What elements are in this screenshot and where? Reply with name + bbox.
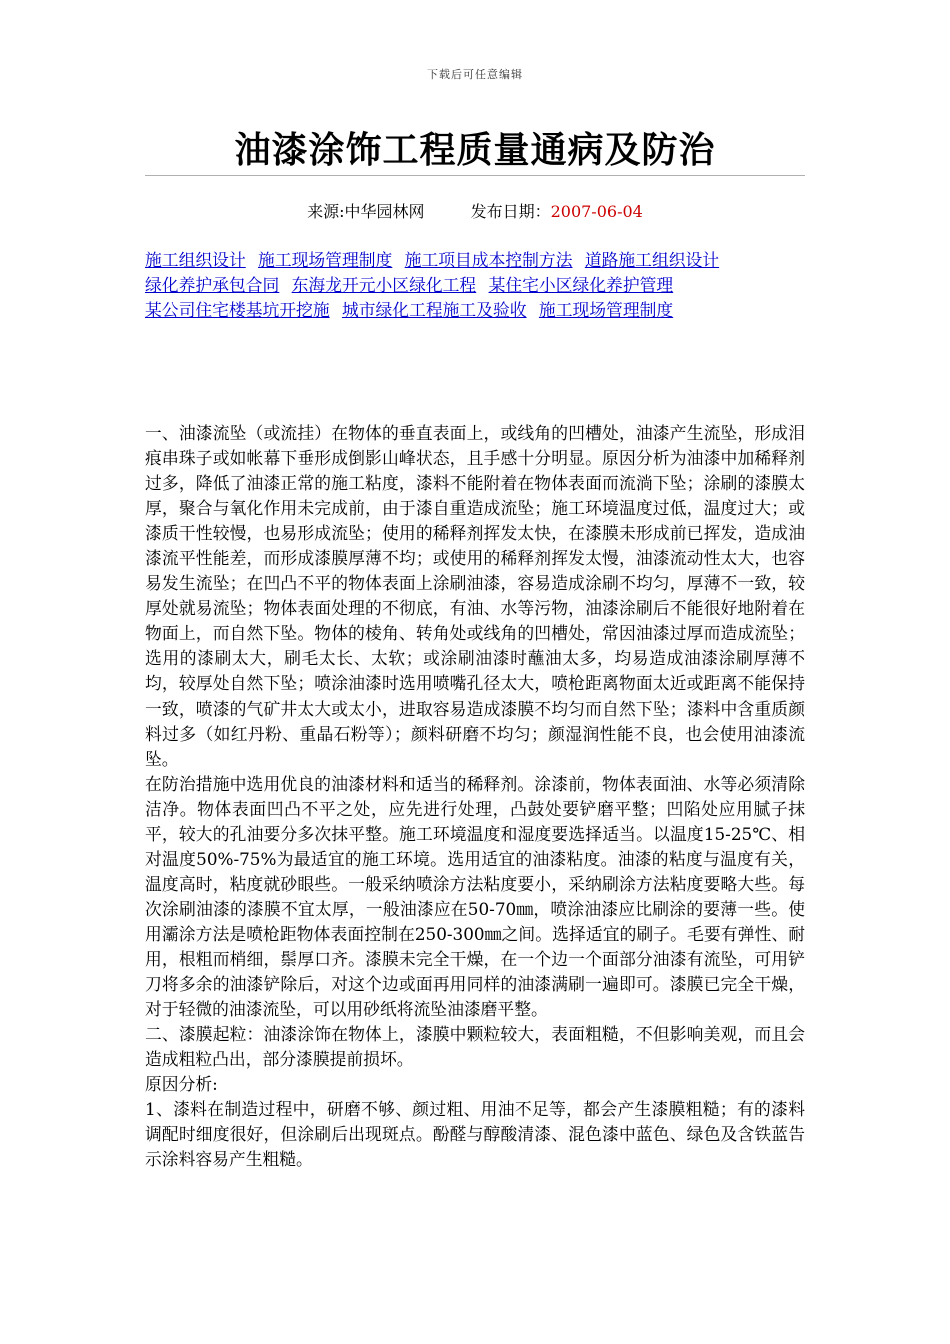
related-link[interactable]: 施工项目成本控制方法 (404, 250, 573, 270)
date-value: 2007-06-04 (550, 202, 643, 221)
related-link[interactable]: 某公司住宅楼基坑开挖施 (145, 300, 330, 320)
related-link[interactable]: 城市绿化工程施工及验收 (341, 300, 527, 320)
title-divider (145, 175, 805, 176)
body-paragraph: 在防治措施中选用优良的油漆材料和适当的稀释剂。涂漆前，物体表面油、水等必须清除洁净。物体表面凹凸不平之处，应先进行处理，凸鼓处要铲磨平整；凹陷处应用腻子抹平，较大的孔油要分多次抹平整。施工环境温度和湿度要选择适当。以温度15-25℃、相对温度50%-75%为最适宜的施工环境。选用适宜的油漆粘度。油漆的粘度与温度有关，温度高时，粘度就砂眼些。一般采纳喷涂方法粘度要小，采纳刷涂方法粘度要略大些。每次涂刷油漆的漆膜不宜太厚，一般油漆应在50-70㎜，喷涂油漆应比刷涂的要薄一些。使用灞涂方法是喷枪距物体表面控制在250-300㎜之间。选择适宜的刷子。毛要有弹性、耐用，根粗而梢细，鬃厚口齐。漆膜未完全干燥，在一个边一个面部分油漆有流坠，可用铲刀将多余的油漆铲除后，对这个边或面再用同样的油漆满刷一遍即可。漆膜已完全干燥，对于轻微的油漆流坠，可以用砂纸将流坠油漆磨平整。 (145, 773, 805, 1020)
related-link[interactable]: 施工现场管理制度 (538, 300, 674, 320)
related-link[interactable]: 绿化养护承包合同 (145, 275, 280, 295)
header-note: 下载后可任意编辑 (427, 68, 523, 81)
body-paragraph: 一、油漆流坠（或流挂）在物体的垂直表面上，或线角的凹槽处，油漆产生流坠，形成泪痕串珠子或如帐幕下垂形成倒影山峰状态，且手感十分明显。原因分析为油漆中加稀释剂过多，降低了油漆正常的施工粘度，漆料不能附着在物体表面而流淌下坠；涂刷的漆膜太厚，聚合与氧化作用未完成前，由于漆自重造成流坠；施工环境温度过低，温度过大；或漆质干性较慢，也易形成流坠；使用的稀释剂挥发太快，在漆膜未形成前已挥发，造成油漆流平性能差，而形成漆膜厚薄不均；或使用的稀释剂挥发太慢，油漆流动性太大，也容易发生流坠；在凹凸不平的物体表面上涂刷油漆，容易造成涂刷不均匀，厚薄不一致，较厚处就易流坠；物体表面处理的不彻底，有油、水等污物，油漆涂刷后不能很好地附着在物面上，而自然下坠。物体的棱角、转角处或线角的凹槽处，常因油漆过厚而造成流坠；选用的漆刷太大，刷毛太长、太软；或涂刷油漆时蘸油太多，均易造成油漆涂刷厚薄不均，较厚处自然下坠；喷涂油漆时选用喷嘴孔径太大，喷枪距离物面太近或距离不能保持一致，喷漆的气矿井太大或太小，进取容易造成漆膜不均匀而自然下坠；漆料中含重质颜料过多（如红丹粉、重晶石粉等）；颜料研磨不均匀；颜湿润性能不良，也会使用油漆流坠。 (145, 423, 805, 769)
related-link[interactable]: 道路施工组织设计 (584, 250, 720, 270)
article-body (145, 421, 805, 1172)
source-label: 来源:中华园林网 (307, 202, 425, 221)
date-label: 发布日期： (470, 202, 551, 221)
related-link[interactable]: 施工现场管理制度 (258, 250, 393, 270)
related-link[interactable]: 东海龙开元小区绿化工程 (291, 275, 477, 295)
related-link[interactable]: 某住宅小区绿化养护管理 (488, 275, 674, 295)
page-title: 油漆涂饰工程质量通病及防治 (234, 129, 716, 171)
body-paragraph: 原因分析: (145, 1074, 218, 1095)
related-link[interactable]: 施工组织设计 (145, 250, 246, 270)
body-paragraph: 二、漆膜起粒：油漆涂饰在物体上，漆膜中颗粒较大，表面粗糙，不但影响美观，而且会造成粗粒凸出，部分漆膜提前损坏。 (145, 1024, 805, 1070)
related-links (145, 248, 815, 323)
body-paragraph: 1、漆料在制造过程中，研磨不够、颜过粗、用油不足等，都会产生漆膜粗糙；有的漆料调配时细度很好，但涂刷后出现斑点。酚醛与醇酸清漆、混色漆中蓝色、绿色及含铁蓝告示涂料容易产生粗糙。 (145, 1099, 805, 1170)
article-meta (145, 200, 805, 224)
